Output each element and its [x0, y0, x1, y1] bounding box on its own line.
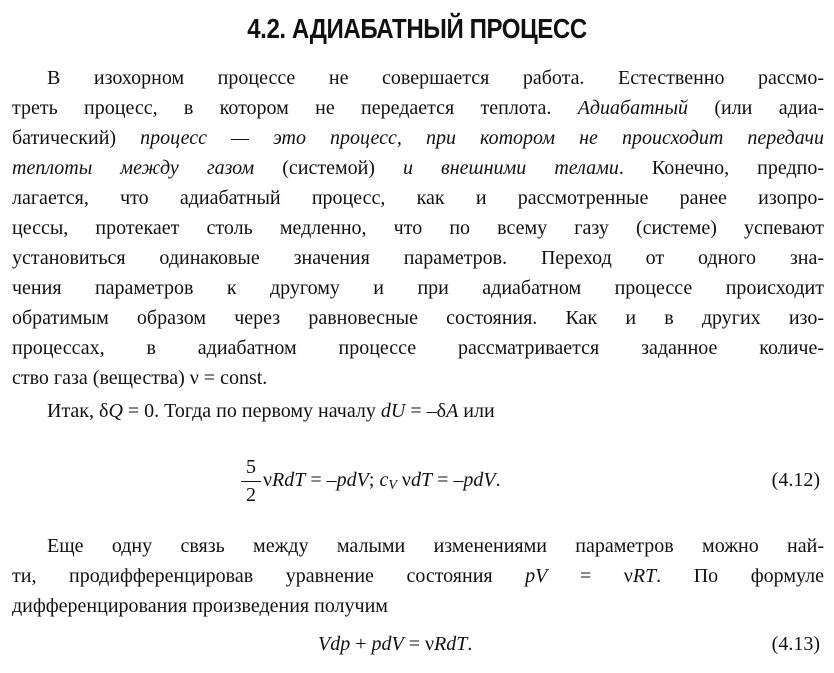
paragraph-1-line-5 — [12, 183, 824, 213]
text-run: dT — [410, 469, 433, 491]
text-run: = –δ — [405, 400, 447, 422]
paragraph-1-line-11 — [12, 363, 824, 393]
text-run: чения параметров к другому и при адиабатном процессе происходит — [12, 277, 824, 299]
fraction-denominator: 2 — [246, 484, 256, 506]
text-run: Итак, δ — [47, 400, 109, 422]
text-run: В изохорном процессе не совершается работа. Естественно рассмо- — [47, 67, 824, 89]
fraction-numerator: 5 — [246, 456, 256, 478]
equation-4-12-fraction — [241, 455, 261, 507]
paragraph-3-line-2 — [12, 561, 824, 591]
text-run: ти, продифференцировав уравнение состояния — [12, 565, 526, 587]
text-run: установиться одинаковые значения параметров. Переход от одного зна- — [12, 247, 824, 269]
equation-4-13 — [318, 632, 472, 656]
paragraph-1-line-2 — [12, 93, 824, 123]
paragraph-1-line-9 — [12, 303, 824, 333]
text-run: процесс — это процесс, при котором не происходит передачи — [140, 127, 825, 149]
text-run: pdV — [463, 469, 496, 491]
text-run: ство газа (вещества) ν = const. — [12, 367, 268, 389]
text-run: ν — [263, 469, 273, 491]
section-heading: 4.2. АДИАБАТНЫЙ ПРОЦЕСС — [247, 13, 587, 44]
text-run: или — [458, 400, 495, 422]
equation-4-12 — [263, 468, 501, 492]
text-run: лагается, что адиабатный процесс, как и рассмотренные ранее изопро- — [12, 187, 824, 209]
text-run: c — [379, 469, 389, 491]
text-run: ν — [396, 469, 411, 491]
text-run: треть процесс, в котором не передается теплота. — [12, 97, 578, 119]
text-run: . По формуле — [656, 565, 825, 587]
text-run: . Конечно, предпо- — [618, 157, 824, 179]
text-run: pdV — [371, 633, 404, 655]
paragraph-1-line-10 — [12, 333, 824, 363]
text-run: ; — [368, 469, 380, 491]
paragraph-1-line-4 — [12, 153, 824, 183]
text-run: = – — [305, 469, 337, 491]
text-run: батический) — [12, 127, 141, 149]
text-run: . — [467, 633, 473, 655]
text-run: Еще одну связь между малыми изменениями параметров можно най- — [47, 535, 824, 557]
text-run: теплоты между газом — [12, 157, 255, 179]
paragraph-1-line-6 — [12, 213, 824, 243]
paragraph-3-line-1 — [12, 531, 824, 561]
paragraph-1-line-7 — [12, 243, 824, 273]
text-run: Q — [108, 400, 123, 422]
text-run: A — [446, 400, 459, 422]
text-run: = 0. Тогда по первому началу — [122, 400, 381, 422]
text-run: и внешними телами — [403, 157, 619, 179]
text-run: RdT — [272, 469, 306, 491]
text-run: обратимым образом через равновесные состояния. Как и в других изо- — [12, 307, 824, 329]
text-run: = ν — [403, 633, 435, 655]
text-run: Адиабатный — [577, 97, 689, 119]
text-run: (системой) — [254, 157, 403, 179]
paragraph-2-line-1 — [12, 396, 824, 426]
equation-4-13-number: (4.13) — [771, 633, 820, 655]
paragraph-3-line-3 — [12, 591, 824, 621]
text-run: цессы, протекает столь медленно, что по всему газу (системе) успевают — [12, 217, 824, 239]
text-run: pdV — [336, 469, 369, 491]
equation-4-12-number: (4.12) — [771, 469, 820, 491]
paragraph-1-line-8 — [12, 273, 824, 303]
text-run: (или адиа- — [688, 97, 824, 119]
text-run: Vdp — [318, 633, 351, 655]
text-run: дифференцирования произведения получим — [12, 595, 388, 617]
paragraph-1-line-1 — [12, 63, 824, 93]
fraction-bar — [241, 481, 261, 482]
text-run: + — [350, 633, 372, 655]
text-run: RT — [632, 565, 657, 587]
text-run: V — [388, 478, 397, 493]
text-run: = – — [432, 469, 464, 491]
text-run: процессах, в адиабатном процессе рассматривается заданное количе- — [12, 337, 824, 359]
text-run: dU — [380, 400, 406, 422]
text-run: RdT — [434, 633, 468, 655]
text-run: = ν — [547, 565, 633, 587]
text-run: pV — [525, 565, 548, 587]
text-run: . — [495, 469, 501, 491]
paragraph-1-line-3 — [12, 123, 824, 153]
